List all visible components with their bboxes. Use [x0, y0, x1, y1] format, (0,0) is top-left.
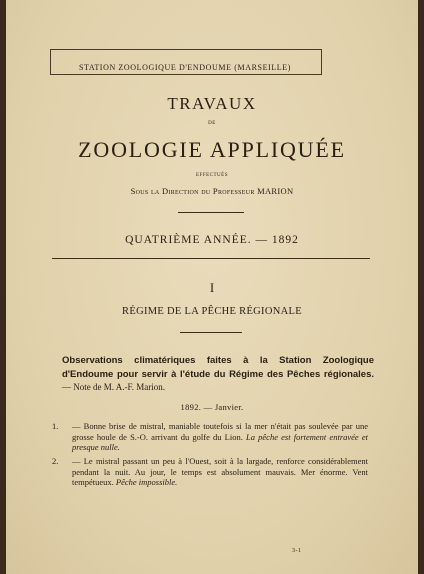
month-heading: 1892. — Janvier.	[180, 402, 244, 412]
direction-line	[6, 186, 418, 196]
title-travaux: TRAVAUX	[167, 94, 257, 113]
title-connector: DE	[208, 121, 216, 126]
direction-prefix: Sous la Direction du Professeur	[130, 186, 255, 196]
entry-item	[52, 456, 368, 488]
entry-number: 1.	[52, 421, 59, 431]
entry-text: — Le mistral passant un peu à l'Ouest, soit à la largade, renforce considérablement pendant la nuit. Au jour, le temps est absolument mauvais. Mer énorme. Vent tempétueux.	[72, 456, 368, 488]
article-heading	[62, 355, 374, 395]
edition-year: QUATRIÈME ANNÉE. — 1892	[125, 234, 299, 246]
printer-signature: 3-1	[292, 548, 302, 554]
section-rule	[52, 258, 370, 259]
section-title: RÉGIME DE LA PÊCHE RÉGIONALE	[122, 306, 302, 317]
title-zoologie-appliquee: ZOOLOGIE APPLIQUÉE	[78, 137, 346, 162]
entry-italic-text: La pêche est fortement entravée et presque nulle.	[72, 431, 368, 453]
entry-number: 2.	[52, 456, 59, 466]
professor-name: MARION	[257, 186, 294, 196]
section-title-rule	[180, 332, 242, 333]
divider-rule	[178, 212, 244, 213]
entry-text: — Bonne brise de mistral, maniable toutefois si la mer n'était pas soulevée par une grosse houle de S.-O. arrivant du golfe du Lion.	[72, 421, 368, 442]
document-page	[6, 0, 418, 574]
title-effectues: EFFECTUÉS	[195, 173, 228, 178]
station-header: STATION ZOOLOGIQUE D'ENDOUME (MARSEILLE)	[78, 63, 292, 72]
entry-italic-text: Pêche impossible.	[115, 477, 178, 488]
article-note: — Note de M. A.-F. Marion.	[62, 382, 166, 392]
article-title: Observations climatériques faites à la Station Zoologique d'Endoume pour servir à l'étude du Régime des Pêches régionales.	[62, 355, 374, 380]
section-number: I	[209, 280, 215, 295]
entry-item	[52, 421, 368, 453]
